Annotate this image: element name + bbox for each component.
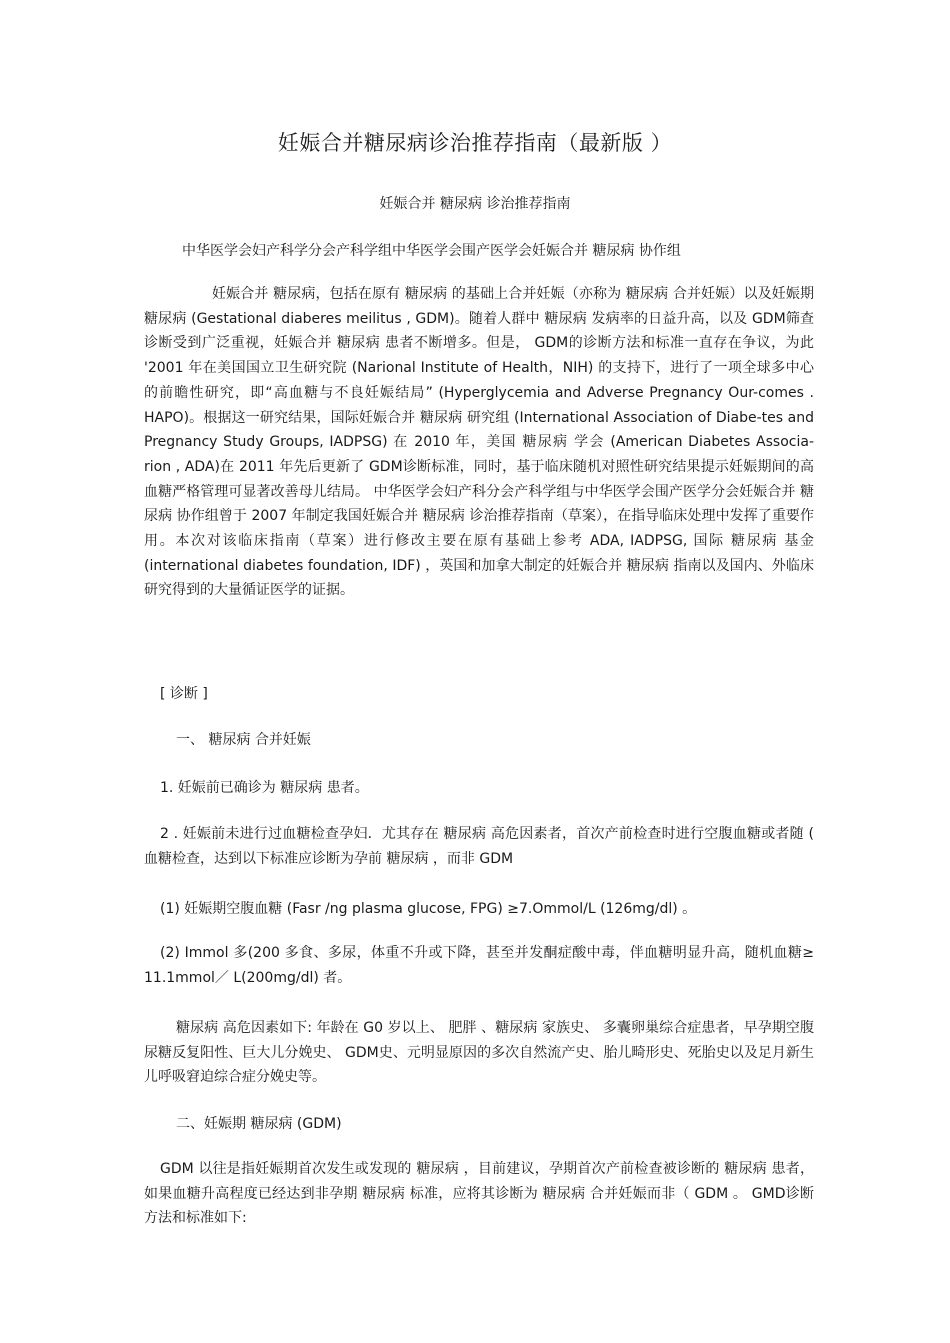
- intro-paragraph: 妊娠合并 糖尿病，包括在原有 糖尿病 的基础上合并妊娠（亦称为 糖尿病 合并妊娠）以及妊娠期 糖尿病 (Gestational diaberes meilitus , GDM)。随着人群中 糖尿病 发病率的日益升高，以及 GDM筛查诊断受到广泛重视，妊娠合并 糖尿病 患者不断增多。但是， GDM的诊断方法和标准一直存在争议，为此 '2001 年在美国国立卫生研究院 (Narional Institute of Health，NIH) 的支持下，进行了一项全球多中心的前瞻性研究，即“高血糖与不良妊娠结局” (Hyperglycemia and Adverse Pregnancy Our-comes . HAPO)。根据这一研究结果，国际妊娠合并 糖尿病 研究组 (International Association of Diabe-tes and Pregnancy Study Groups, IADPSG) 在 2010 年，美国 糖尿病 学会 (American Diabetes Associa- rion , ADA)在 2011 年先后更新了 GDM诊断标准，同时，基于临床随机对照性研究结果提示妊娠期间的高血糖严格管理可显著改善母儿结局。 中华医学会妇产科分会产科学组与中华医学会围产医学分会妊娠合并 糖尿病 协作组曾于 2007 年制定我国妊娠合并 糖尿病 诊治推荐指南（草案），在指导临床处理中发挥了重要作用。本次对该临床指南（草案）进行修改主要在原有基础上参考 ADA, IADPSG, 国际 糖尿病 基金 (international diabetes foundation, IDF) ，英国和加拿大制定的妊娠合并 糖尿病 指南以及国内、外临床研究得到的大量循证医学的证据。: [144, 286, 814, 599]
- criterion-random-glucose: (2) Immol 多(200 多食、多尿，体重不升或下降，甚至并发酮症酸中毒，伴血糖明显升高，随机血糖≥ 11.1mmol／ L(200mg/dl) 者。: [144, 945, 814, 986]
- subsection-heading-pregestational: 一、 糖尿病 合并妊娠: [176, 732, 311, 748]
- list-item: 2 . 妊娠前未进行过血糖检查孕妇．尤其存在 糖尿病 高危因素者，首次产前检查时进行空腹血糖或者随 ( 血糖检查，达到以下标准应诊断为孕前 糖尿病 ，而非 GDM: [144, 826, 814, 867]
- section-heading-diagnosis: [ 诊断 ]: [160, 686, 208, 702]
- list-item: 1. 妊娠前已确诊为 糖尿病 患者。: [160, 780, 369, 796]
- author-line: 中华医学会妇产科学分会产科学组中华医学会围产医学会妊娠合并 糖尿病 协作组: [182, 243, 681, 259]
- subsection-heading-gdm: 二、妊娠期 糖尿病 (GDM): [176, 1116, 342, 1132]
- document-title: 妊娠合并糖尿病诊治推荐指南（最新版 ）: [277, 131, 673, 155]
- gdm-paragraph: GDM 以往是指妊娠期首次发生或发现的 糖尿病 ，目前建议，孕期首次产前检查被诊断的 糖尿病 患者，如果血糖升高程度已经达到非孕期 糖尿病 标准，应将其诊断为 糖尿病 合并妊娠而非（ GDM 。 GMD诊断方法和标准如下:: [144, 1161, 814, 1227]
- risk-factors-paragraph: 糖尿病 高危因素如下: 年龄在 G0 岁以上、 肥胖 、糖尿病 家族史、 多囊卵巢综合症患者，早孕期空腹尿糖反复阳性、巨大儿分娩史、 GDM史、元明显原因的多次自然流产史、胎儿畸形史、死胎史以及足月新生儿呼吸窘迫综合症分娩史等。: [144, 1020, 814, 1086]
- document-subtitle: 妊娠合并 糖尿病 诊治推荐指南: [379, 196, 571, 212]
- criterion-fasting-glucose: (1) 妊娠期空腹血糖 (Fasr /ng plasma glucose, FPG) ≥7.Ommol/L (126mg/dl) 。: [160, 901, 697, 917]
